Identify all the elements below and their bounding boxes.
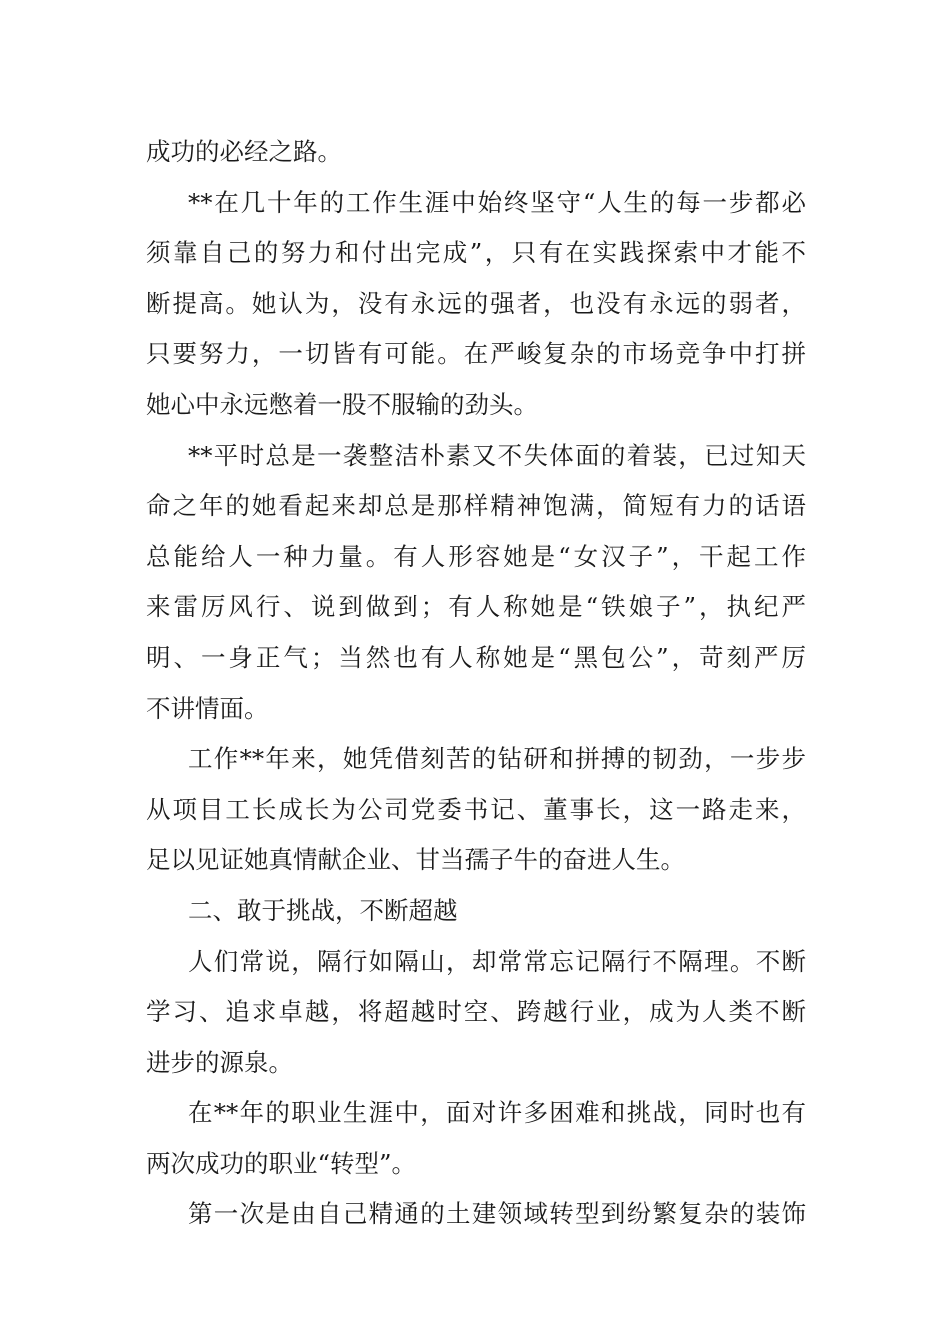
text-line: 总能给人一种力量。有人形容她是“女汉子”，干起工作 [146, 541, 806, 571]
text-line: 来雷厉风行、说到做到；有人称她是“铁娘子”，执纪严 [146, 592, 806, 622]
text-line: 人们常说，隔行如隔山，却常常忘记隔行不隔理。不断 [188, 946, 806, 976]
text-line: 在**年的职业生涯中，面对许多困难和挑战，同时也有 [188, 1098, 806, 1128]
text-line: 足以见证她真情献企业、甘当孺子牛的奋进人生。 [146, 845, 685, 875]
text-line: 进步的源泉。 [146, 1047, 293, 1077]
section-heading: 二、敢于挑战，不断超越 [188, 895, 458, 925]
text-line: 命之年的她看起来却总是那样精神饱满，简短有力的话语 [146, 491, 806, 521]
text-line: 两次成功的职业“转型”。 [146, 1148, 417, 1178]
text-line: 第一次是由自己精通的土建领域转型到纷繁复杂的装饰 [188, 1199, 806, 1229]
text-line: 她心中永远憋着一股不服输的劲头。 [146, 389, 538, 419]
text-line: 须靠自己的努力和付出完成”，只有在实践探索中才能不 [146, 238, 806, 268]
text-line: 不讲情面。 [146, 693, 269, 723]
text-line: 只要努力，一切皆有可能。在严峻复杂的市场竞争中打拼 [146, 339, 806, 369]
text-line: 工作**年来，她凭借刻苦的钻研和拼搏的韧劲，一步步 [188, 744, 806, 774]
text-line: 从项目工长成长为公司党委书记、董事长，这一路走来， [146, 794, 806, 824]
text-line: 明、一身正气；当然也有人称她是“黑包公”，苛刻严厉 [146, 642, 806, 672]
text-line: 成功的必经之路。 [146, 137, 342, 166]
text-line: 学习、追求卓越，将超越时空、跨越行业，成为人类不断 [146, 997, 806, 1027]
text-line: **在几十年的工作生涯中始终坚守“人生的每一步都必 [188, 187, 806, 217]
document-body [146, 127, 806, 1240]
text-line: **平时总是一袭整洁朴素又不失体面的着装，已过知天 [188, 440, 806, 470]
text-line: 断提高。她认为，没有永远的强者，也没有永远的弱者， [146, 288, 806, 318]
